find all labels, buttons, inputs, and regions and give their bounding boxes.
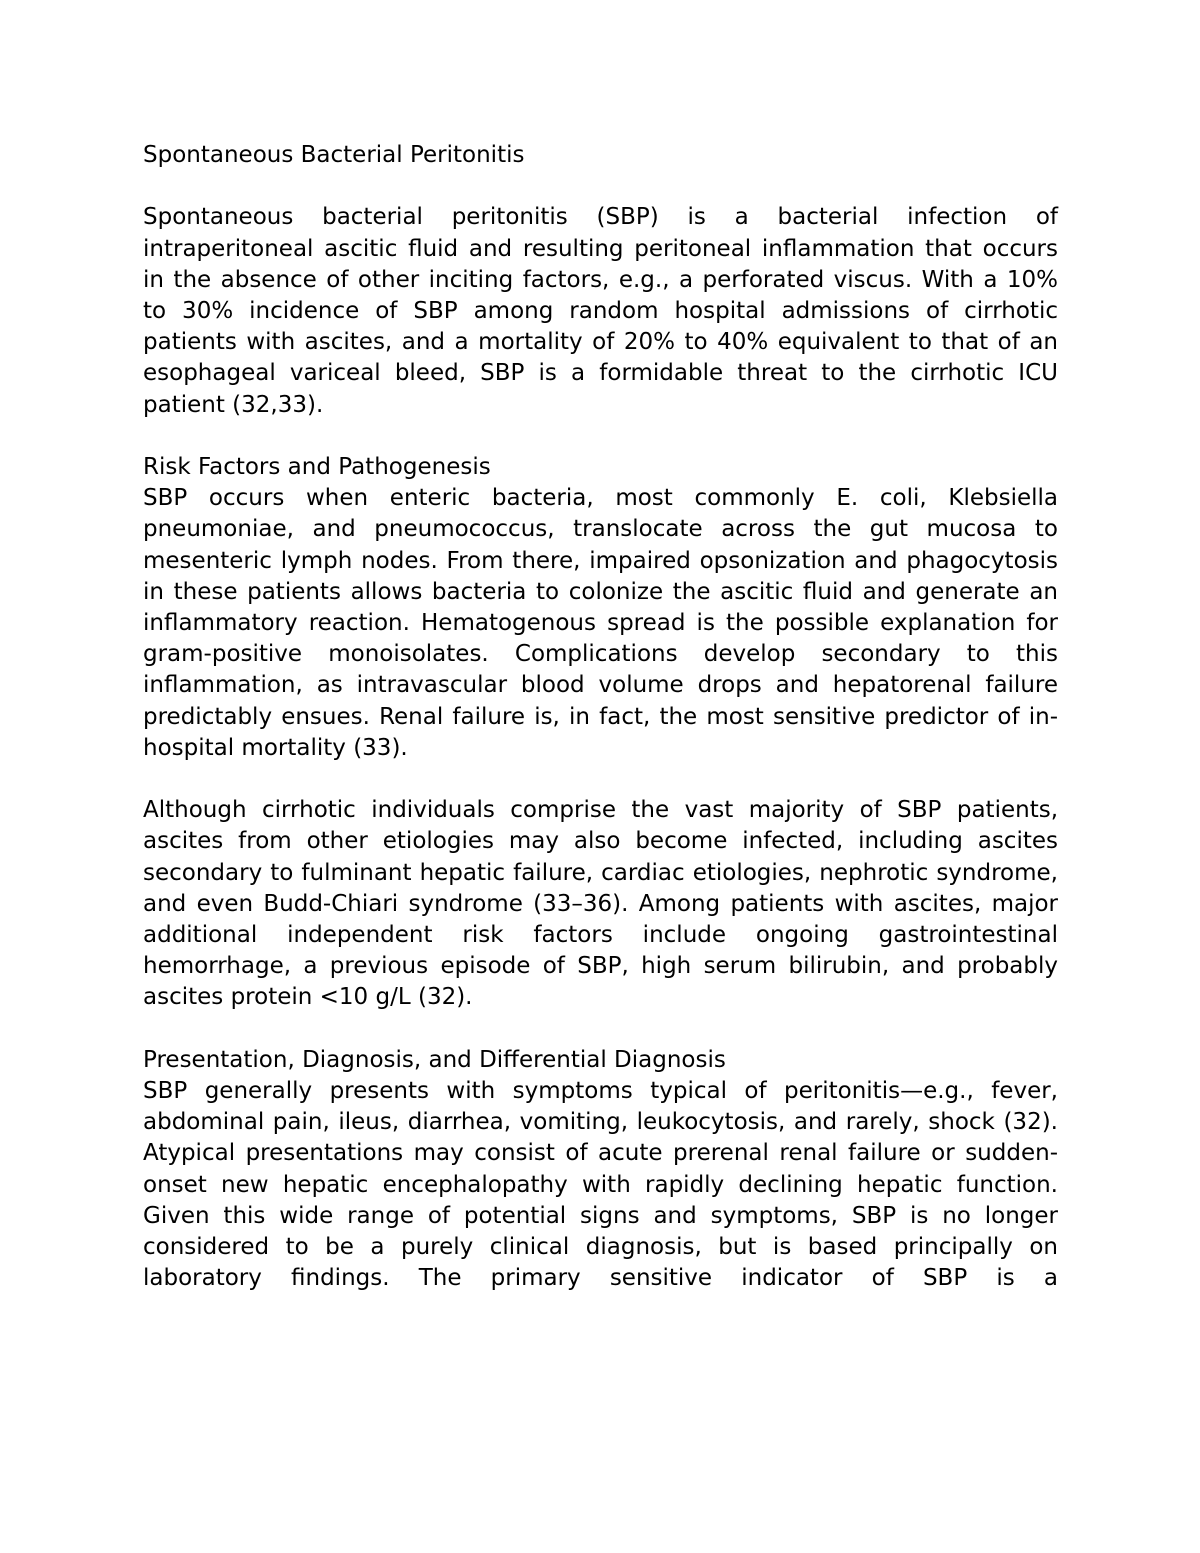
document-page	[143, 140, 1058, 1294]
paragraph-spacer	[143, 421, 1058, 452]
paragraph-spacer	[143, 764, 1058, 795]
intro-paragraph: Spontaneous bacterial peritonitis (SBP) is a bacterial infection of intraperitoneal ascitic fluid and resulting peritoneal inflammation that occurs in the absence of other inciting factors, e.g., a perforated viscus. With a 10% to 30% incidence of SBP among random hospital admissions of cirrhotic patients with ascites, and a mortality of 20% to 40% equivalent to that of an esophageal variceal bleed, SBP is a formidable threat to the cirrhotic ICU patient (32,33).	[143, 204, 1058, 418]
document-title: Spontaneous Bacterial Peritonitis	[143, 142, 525, 168]
paragraph-risk-factors: Although cirrhotic individuals comprise the vast majority of SBP patients, ascites from other etiologies may also become infected, including ascites secondary to fulminant hepatic failure, cardiac etiologies, nephrotic syndrome, and even Budd-Chiari syndrome (33–36). Among patients with ascites, major additional independent risk factors include ongoing gastrointestinal hemorrhage, a previous episode of SBP, high serum bilirubin, and probably ascites protein <10 g/L (32).	[143, 797, 1058, 1011]
paragraph-presentation: SBP generally presents with symptoms typical of peritonitis—e.g., fever, abdominal pain, ileus, diarrhea, vomiting, leukocytosis, and rarely, shock (32). Atypical presentations may consist of acute prerenal renal failure or sudden-onset new hepatic encephalopathy with rapidly declining hepatic function. Given this wide range of potential signs and symptoms, SBP is no longer considered to be a purely clinical diagnosis, but is based principally on laboratory findings. The primary sensitive indicator of SBP is a	[143, 1078, 1058, 1292]
section-heading-presentation: Presentation, Diagnosis, and Differential Diagnosis	[143, 1046, 726, 1073]
section-heading-risk-factors: Risk Factors and Pathogenesis	[143, 454, 491, 480]
paragraph-spacer	[143, 1014, 1058, 1045]
paragraph-pathogenesis: SBP occurs when enteric bacteria, most commonly E. coli, Klebsiella pneumoniae, and pneumococcus, translocate across the gut mucosa to mesenteric lymph nodes. From there, impaired opsonization and phagocytosis in these patients allows bacteria to colonize the ascitic fluid and generate an inflammatory reaction. Hematogenous spread is the possible explanation for gram-positive monoisolates. Complications develop secondary to this inflammation, as intravascular blood volume drops and hepatorenal failure predictably ensues. Renal failure is, in fact, the most sensitive predictor of in-hospital mortality (33).	[143, 485, 1058, 761]
